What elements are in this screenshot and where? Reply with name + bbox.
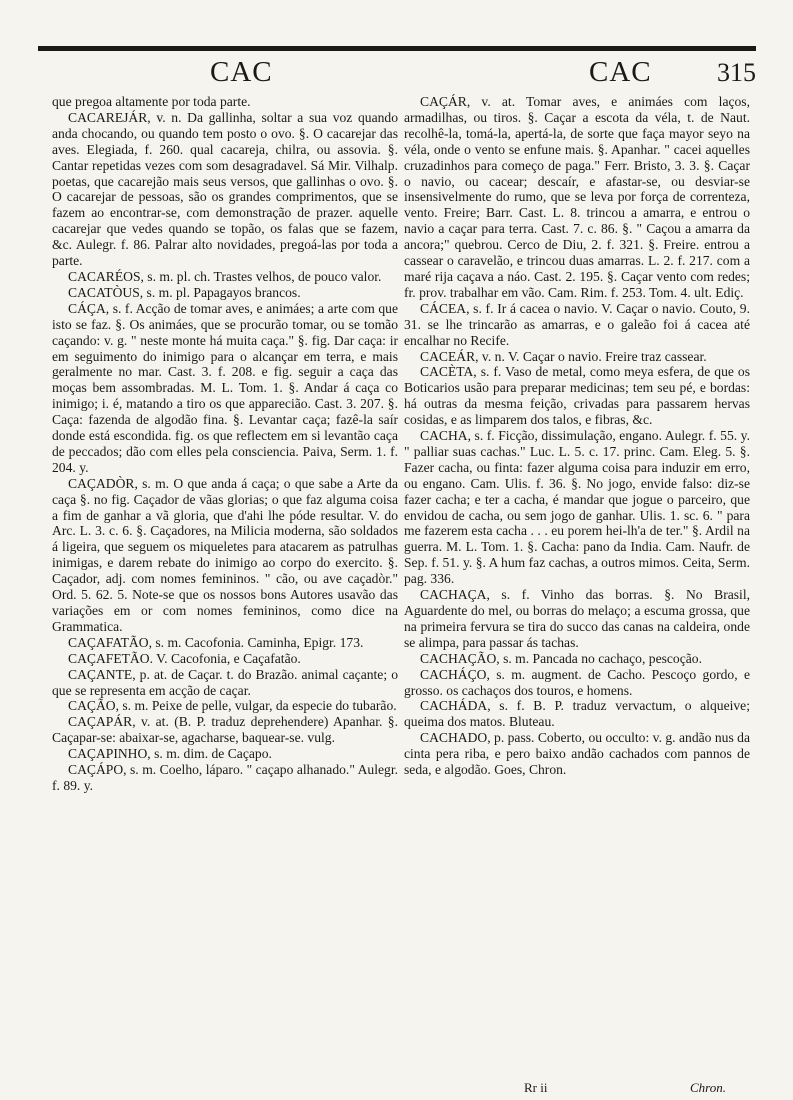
- dictionary-entry: CACATÒUS, s. m. pl. Papagayos brancos.: [68, 284, 301, 300]
- dictionary-entry: CAÇAFETÃO. V. Cacofonia, e Caçafatão.: [68, 650, 301, 666]
- header-rule: [38, 46, 756, 51]
- dictionary-entry: CACHÁDA, s. f. B. P. traduz vervactum, o alqueive; queima dos matos. Bluteau.: [404, 698, 750, 730]
- right-column: [404, 94, 750, 778]
- dictionary-entry: CACHÁÇO, s. m. augment. de Cacho. Pescoço gordo, e grosso. os cachaços dos touros, e homens.: [404, 666, 750, 698]
- dictionary-entry: CACARÉOS, s. m. pl. ch. Trastes velhos, de pouco valor.: [68, 268, 382, 284]
- dictionary-entry: CACHA, s. f. Ficção, dissimulação, engano. Aulegr. f. 55. y. " palliar suas cachas." Luc. L. 5. c. 17. princ. Cam. Eleg. 5. §. Fazer cacha, ou finta: fazer alguma coisa para induzir em erro, ou engano. Cam. Ulis. f. 36. §. No jogo, envide falso: diz-se fazer cacha; e ter a cacha, é mandar que jogue o parceiro, que envidou de cacha, ou sem jogo de ganhar. Ulis. 1. sc. 6. " para me fazerem esta cacha . . . eu porem hei-lh'a de ter." §. Ardil na guerra. M. L. Tom. 1. §. Cacha: pano da India. Cam. Naufr. de Sep. f. 51. y. §. A hum faz cachas, a outros mimos. Ceita, Serm. pag. 336.: [404, 428, 750, 587]
- dictionary-entry: CACHAÇA, s. f. Vinho das borras. §. No Brasil, Aguardente do mel, ou borras do melaço; a escuma grossa, que na primeira fervura se tira do succo das canas na caldeira, onde se alimpa, para passar ás tachas.: [404, 587, 750, 650]
- dictionary-entry: CÁÇA, s. f. Acção de tomar aves, e animáes; a arte com que isto se faz. §. Os animáes, que se procurão tomar, ou se tomão caçando: v. g. " neste monte há muita caça." §. fig. Dar caça: ir em seguimento do inimigo para o alcançar em terra, e mais geralmente no mar. Cast. 3. f. 208. e fig. seguir a caça das moças bem assombradas. M. L. Tom. 1. §. Andar á caça co inimigo; i. é, matando a tiro os que apparecião. Cast. 3. 207. §. Caça: fazenda de algodão fina. §. Levantar caça; fazê-la saír donde está escondida. fig. os que reflectem em si levantão caça de peccados; dão com elles pela consciencia. Paiva, Serm. 1. f. 204. y.: [52, 300, 398, 475]
- dictionary-entry: CAÇAFATÃO, s. m. Cacofonia. Caminha, Epigr. 173.: [68, 634, 364, 650]
- dictionary-entry: CACAREJÁR, v. n. Da gallinha, soltar a sua voz quando anda chocando, ou quando tem posto o ovo. §. O cacarejar das aves. Elegiada, f. 260. qual cacareja, chilra, ou assovia. §. Cantar repetidas vezes com som desagradavel. Sá Mir. Vilhalp. poetas, que cacarejão mais seus versos, que gallinhas o ovo. §. O cacarejar de pessoas, são os grandes comprimentos, que se fazem ao encontrar-se, com demonstração de prazer. aquelle cacarejar que vedes quando se topão, os falas que se fazem, &c. Aulegr. f. 86. Palrar alto novidades, pregoá-las por toda a parte.: [52, 109, 398, 269]
- signature-mark: Rr ii: [524, 1080, 548, 1095]
- dictionary-entry: CACHADO, p. pass. Coberto, ou occulto: v. g. andão nus da cinta pera riba, e pero baixo andão cachados com pannos de seda, e algodão. Goes, Chron.: [404, 730, 750, 778]
- dictionary-entry: CACEÁR, v. n. V. Caçar o navio. Freire traz cassear.: [420, 348, 707, 364]
- page-footer: [0, 1080, 793, 1098]
- left-column: [52, 94, 398, 794]
- dictionary-entry: CAÇAPÁR, v. at. (B. P. traduz deprehendere) Apanhar. §. Caçapar-se: abaixar-se, agacharse, baquear-se. vulg.: [52, 714, 398, 746]
- page-number: 315: [717, 58, 756, 87]
- dictionary-entry: CACHAÇÃO, s. m. Pancada no cachaço, pescoção.: [420, 650, 702, 666]
- dictionary-entry: CAÇÃO, s. m. Peixe de pelle, vulgar, da especie do tubarão.: [68, 698, 397, 714]
- left-guideword: CAC: [210, 56, 273, 88]
- right-guideword: CAC: [589, 56, 652, 88]
- dictionary-entry: CAÇÁR, v. at. Tomar aves, e animáes com laços, armadilhas, ou tiros. §. Caçar a escota da véla, t. de Naut. recolhê-la, tomá-la, apertá-la, de sorte que faça mayor seyo na véla, onde o vento se enfune mais. §. Apanhar. " cacei aquelles cruzadinhos para começo de paga." Ferr. Bristo, 3. 3. §. Caçar o navio, ou cacear; descaír, e afastar-se, ou desviar-se insensivelmente do rumo, que se leva por força de correnteza, vento. Freire; Barr. Cast. L. 8. trincou a amarra, e entrou o navio a caçar para terra. Cast. 7. c. 86. §. " Caçou a amarra da ancora;" quebrou. Cerco de Diu, 2. f. 321. §. Freire. entrou a cassear o caravelão, e trincou duas amarras. L. 2. f. 217. com a maré rija caçava a náo. Cast. 2. 195. §. Caçar vento com redes; fr. prov. trabalhar em vão. Cam. Rim. f. 253. Tom. 4. ult. Ediç.: [404, 94, 750, 300]
- dictionary-entry: CACÈTA, s. f. Vaso de metal, como meya esfera, de que os Boticarios usão para preparar medicinas; tem seu pé, e bordas: há outras da mesma feição, crivadas para passarem hervas cosidas, e as limparem dos talos, e fibras, &c.: [404, 364, 750, 428]
- dictionary-entry: CAÇADÒR, s. m. O que anda á caça; o que sabe a Arte da caça §. no fig. Caçador de vãas glorias; o que faz alguma coisa a fim de ganhar a vã gloria, que d'ahi lhe póde resultar. V. do Arc. L. 3. c. 6. §. Caçadores, na Milicia moderna, são soldados á ligeira, que seguem os miqueletes para atacarem as patrulhas inimigas, e darem rebate do inimigo ao corpo do exercito. §. Caçador, adj. com nomes femininos. " cão, ou ave caçadòr." Ord. 5. 62. 5. Note-se que os nossos bons Autores usavão das variações em or com nomes femininos, como dice na Grammatica.: [52, 475, 398, 634]
- dictionary-entry: CAÇAPINHO, s. m. dim. de Caçapo.: [68, 746, 272, 762]
- dictionary-entry: CÁCEA, s. f. Ir á cacea o navio. V. Caçar o navio. Couto, 9. 31. se lhe trincarão as amarras, e o galeão foi á cacea até encalhar no Recife.: [404, 300, 750, 348]
- dictionary-entry: CAÇÁPO, s. m. Coelho, láparo. " caçapo alhanado." Aulegr. f. 89. y.: [52, 762, 398, 793]
- catchword: Chron.: [690, 1080, 726, 1095]
- dictionary-entry: CAÇANTE, p. at. de Caçar. t. do Brazão. animal caçante; o que se representa em acção de caçar.: [52, 666, 398, 698]
- page-header: [38, 56, 756, 96]
- dictionary-entry: que pregoa altamente por toda parte.: [52, 94, 251, 109]
